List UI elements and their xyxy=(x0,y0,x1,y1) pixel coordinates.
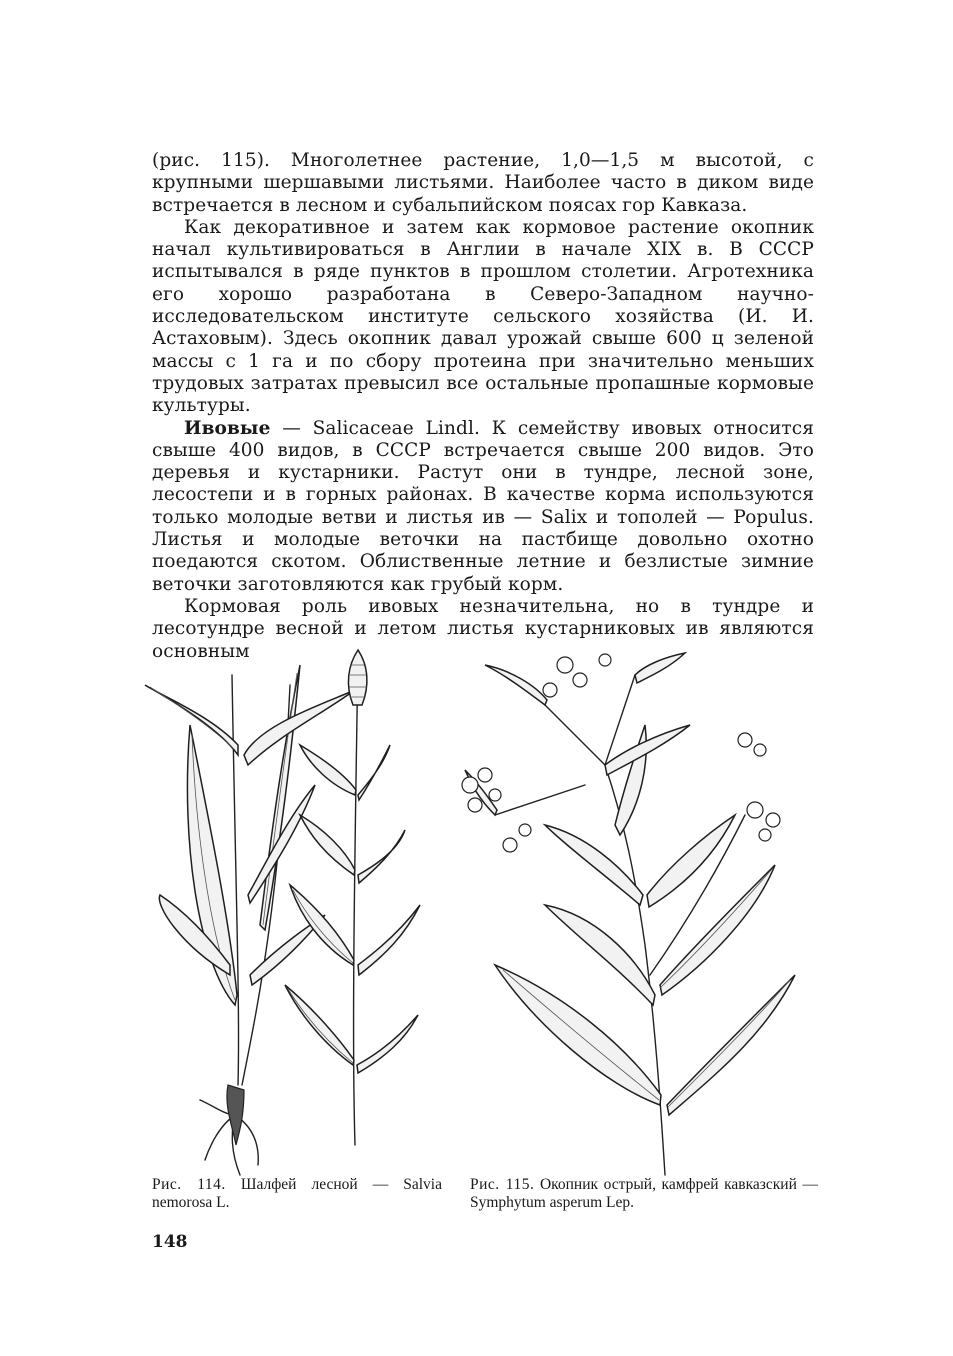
figure-115-text: Окопник острый, камфрей кавказский — Symphytum asperum Lep. xyxy=(470,1176,818,1211)
page-number: 148 xyxy=(152,1232,188,1252)
figure-115-number: Рис. 115. xyxy=(470,1176,535,1193)
paragraph-4: Кормовая роль ивовых незначительна, но в тундре и лесотундре весной и летом листья кустарниковых ив являются основным xyxy=(152,595,814,662)
figure-114-number: Рис. 114. xyxy=(152,1176,226,1193)
flower-cluster-right xyxy=(738,733,780,841)
paragraph-3-text: — Salicaceae Lindl. К семейству ивовых относится свыше 400 видов, в СССР встречается свыше 200 видов. Это деревья и кустарники. Растут они в тундре, лесной зоне, лесостепи и в горных районах. В качестве корма используются только молодые ветви и листья ив — Salix и тополей — Populus. Листья и молодые веточки на пастбище довольно охотно поедаются скотом. Облиственные летние и безлистые зимние веточки заготовляются как грубый корм. xyxy=(152,417,814,595)
paragraph-1: (рис. 115). Многолетнее растение, 1,0—1,5 м высотой, с крупными шершавыми листьями. Наиболее часто в диком виде встречается в лесном и субальпийском поясах гор Кавказа. xyxy=(152,150,814,216)
figures-area xyxy=(140,645,820,1185)
figure-115-caption xyxy=(470,1176,818,1212)
paragraph-3 xyxy=(152,418,814,596)
paragraph-2: Как декоративное и затем как кормовое растение окопник начал культивироваться в Англии в начале XIX в. В СССР испытывался в ряде пунктов в прошлом столетии. Агротехника его хорошо разработана в Северо-Западном научно-исследовательском институте сельского хозяйства (И. И. Астаховым). Здесь окопник давал урожай свыше 600 ц зеленой массы с 1 га и по сбору протеина при значительно меньших трудовых затратах превысил все остальные пропашные кормовые культуры. xyxy=(152,216,814,417)
symphytum-asperum-illustration xyxy=(455,645,820,1185)
salvia-nemorosa-illustration xyxy=(140,645,440,1185)
body-text xyxy=(152,150,814,663)
figure-114-caption xyxy=(152,1176,442,1212)
figure-114-text: Шалфей лесной — Salvia nemorosa L. xyxy=(152,1176,442,1211)
paragraph-3-lead: Ивовые xyxy=(184,417,271,439)
flower-cluster-top xyxy=(543,654,611,697)
